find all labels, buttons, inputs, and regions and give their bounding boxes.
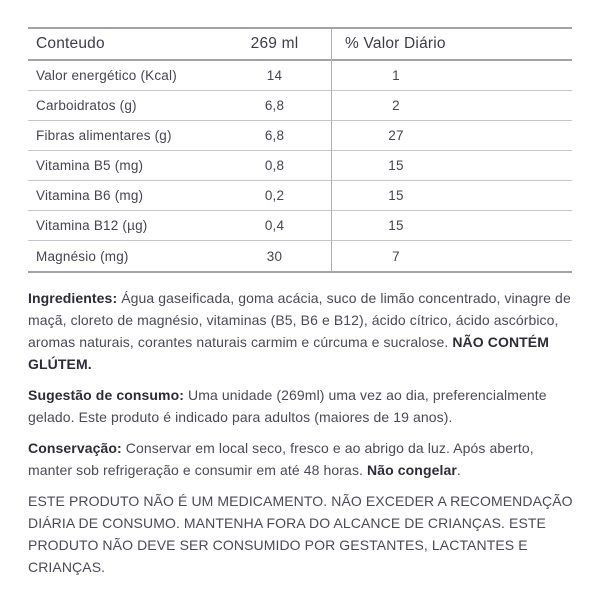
amount-value: 0,4 (264, 218, 285, 233)
daily-value-percent: 1 (392, 68, 400, 83)
ingredients-paragraph (28, 287, 573, 375)
table-row (28, 121, 572, 151)
nutrient-label: Vitamina B5 (mg) (36, 158, 144, 173)
text-run: Conservar em local seco, fresco e ao abrigo da luz. Após aberto, manter sob refrigeração e consumir em até 48 horas. (28, 440, 534, 478)
bold-text-run: NÃO CONTÉM GLÚTEM. (28, 334, 550, 372)
bold-text-run: Conservação: (28, 440, 126, 456)
storage-paragraph (28, 437, 573, 481)
daily-value-percent: 15 (388, 188, 404, 203)
column-header-daily-value: % Valor Diário (345, 35, 446, 52)
consumption-paragraph (28, 384, 573, 428)
daily-value-percent: 15 (388, 218, 404, 233)
nutrient-label: Carboidratos (g) (36, 98, 137, 113)
column-header-serving-size: 269 ml (250, 35, 299, 52)
daily-value-percent: 27 (388, 128, 404, 143)
nutrient-label: Vitamina B12 (µg) (36, 218, 148, 233)
nutrient-label: Valor energético (Kcal) (36, 68, 177, 83)
table-row (28, 91, 572, 121)
amount-value: 6,8 (264, 128, 285, 143)
warning-paragraph (28, 490, 573, 578)
amount-value: 0,8 (264, 158, 285, 173)
nutrient-label: Vitamina B6 (mg) (36, 188, 144, 203)
bold-text-run: Não congelar (367, 462, 457, 478)
table-row (28, 61, 572, 91)
amount-value: 30 (266, 248, 283, 264)
text-run: Uma unidade (269ml) uma vez ao dia, preferencialmente gelado. Este produto é indicado para adultos (maiores de 19 anos). (28, 387, 547, 425)
column-header-content: Conteudo (36, 35, 105, 52)
amount-value: 0,2 (264, 188, 285, 203)
bold-text-run: Ingredientes: (28, 290, 122, 306)
text-run: ESTE PRODUTO NÃO É UM MEDICAMENTO. NÃO EXCEDER A RECOMENDAÇÃO DIÁRIA DE CONSUMO. MANTENHA FORA DO ALCANCE DE CRIANÇAS. ESTE PRODUTO NÃO DEVE SER CONSUMIDO POR GESTANTES, LACTANTES E CRIANÇAS. (28, 493, 573, 575)
column-divider-line (331, 29, 332, 271)
table-row (28, 211, 572, 241)
text-run: . (456, 462, 461, 478)
amount-value: 6,8 (264, 98, 285, 113)
table-header-row (28, 29, 572, 61)
text-run: Água gaseificada, goma acácia, suco de limão concentrado, vinagre de maçã, cloreto de magnésio, vitaminas (B5, B6 e B12), ácido cítrico, ácido ascórbico, aromas naturais, corantes naturais carmim e cúrcuma e sucralose. (28, 290, 571, 350)
table-row (28, 181, 572, 211)
nutrient-label: Magnésio (mg) (36, 248, 129, 264)
table-row (28, 151, 572, 181)
table-row (28, 241, 572, 271)
info-paragraphs (28, 287, 573, 578)
bold-text-run: Sugestão de consumo: (28, 387, 189, 403)
daily-value-percent: 15 (388, 158, 404, 173)
amount-value: 14 (266, 68, 283, 83)
nutrition-table (28, 27, 572, 273)
daily-value-percent: 7 (392, 248, 400, 264)
nutrient-label: Fibras alimentares (g) (36, 128, 172, 143)
daily-value-percent: 2 (392, 98, 400, 113)
nutrition-table-rows (28, 61, 572, 271)
